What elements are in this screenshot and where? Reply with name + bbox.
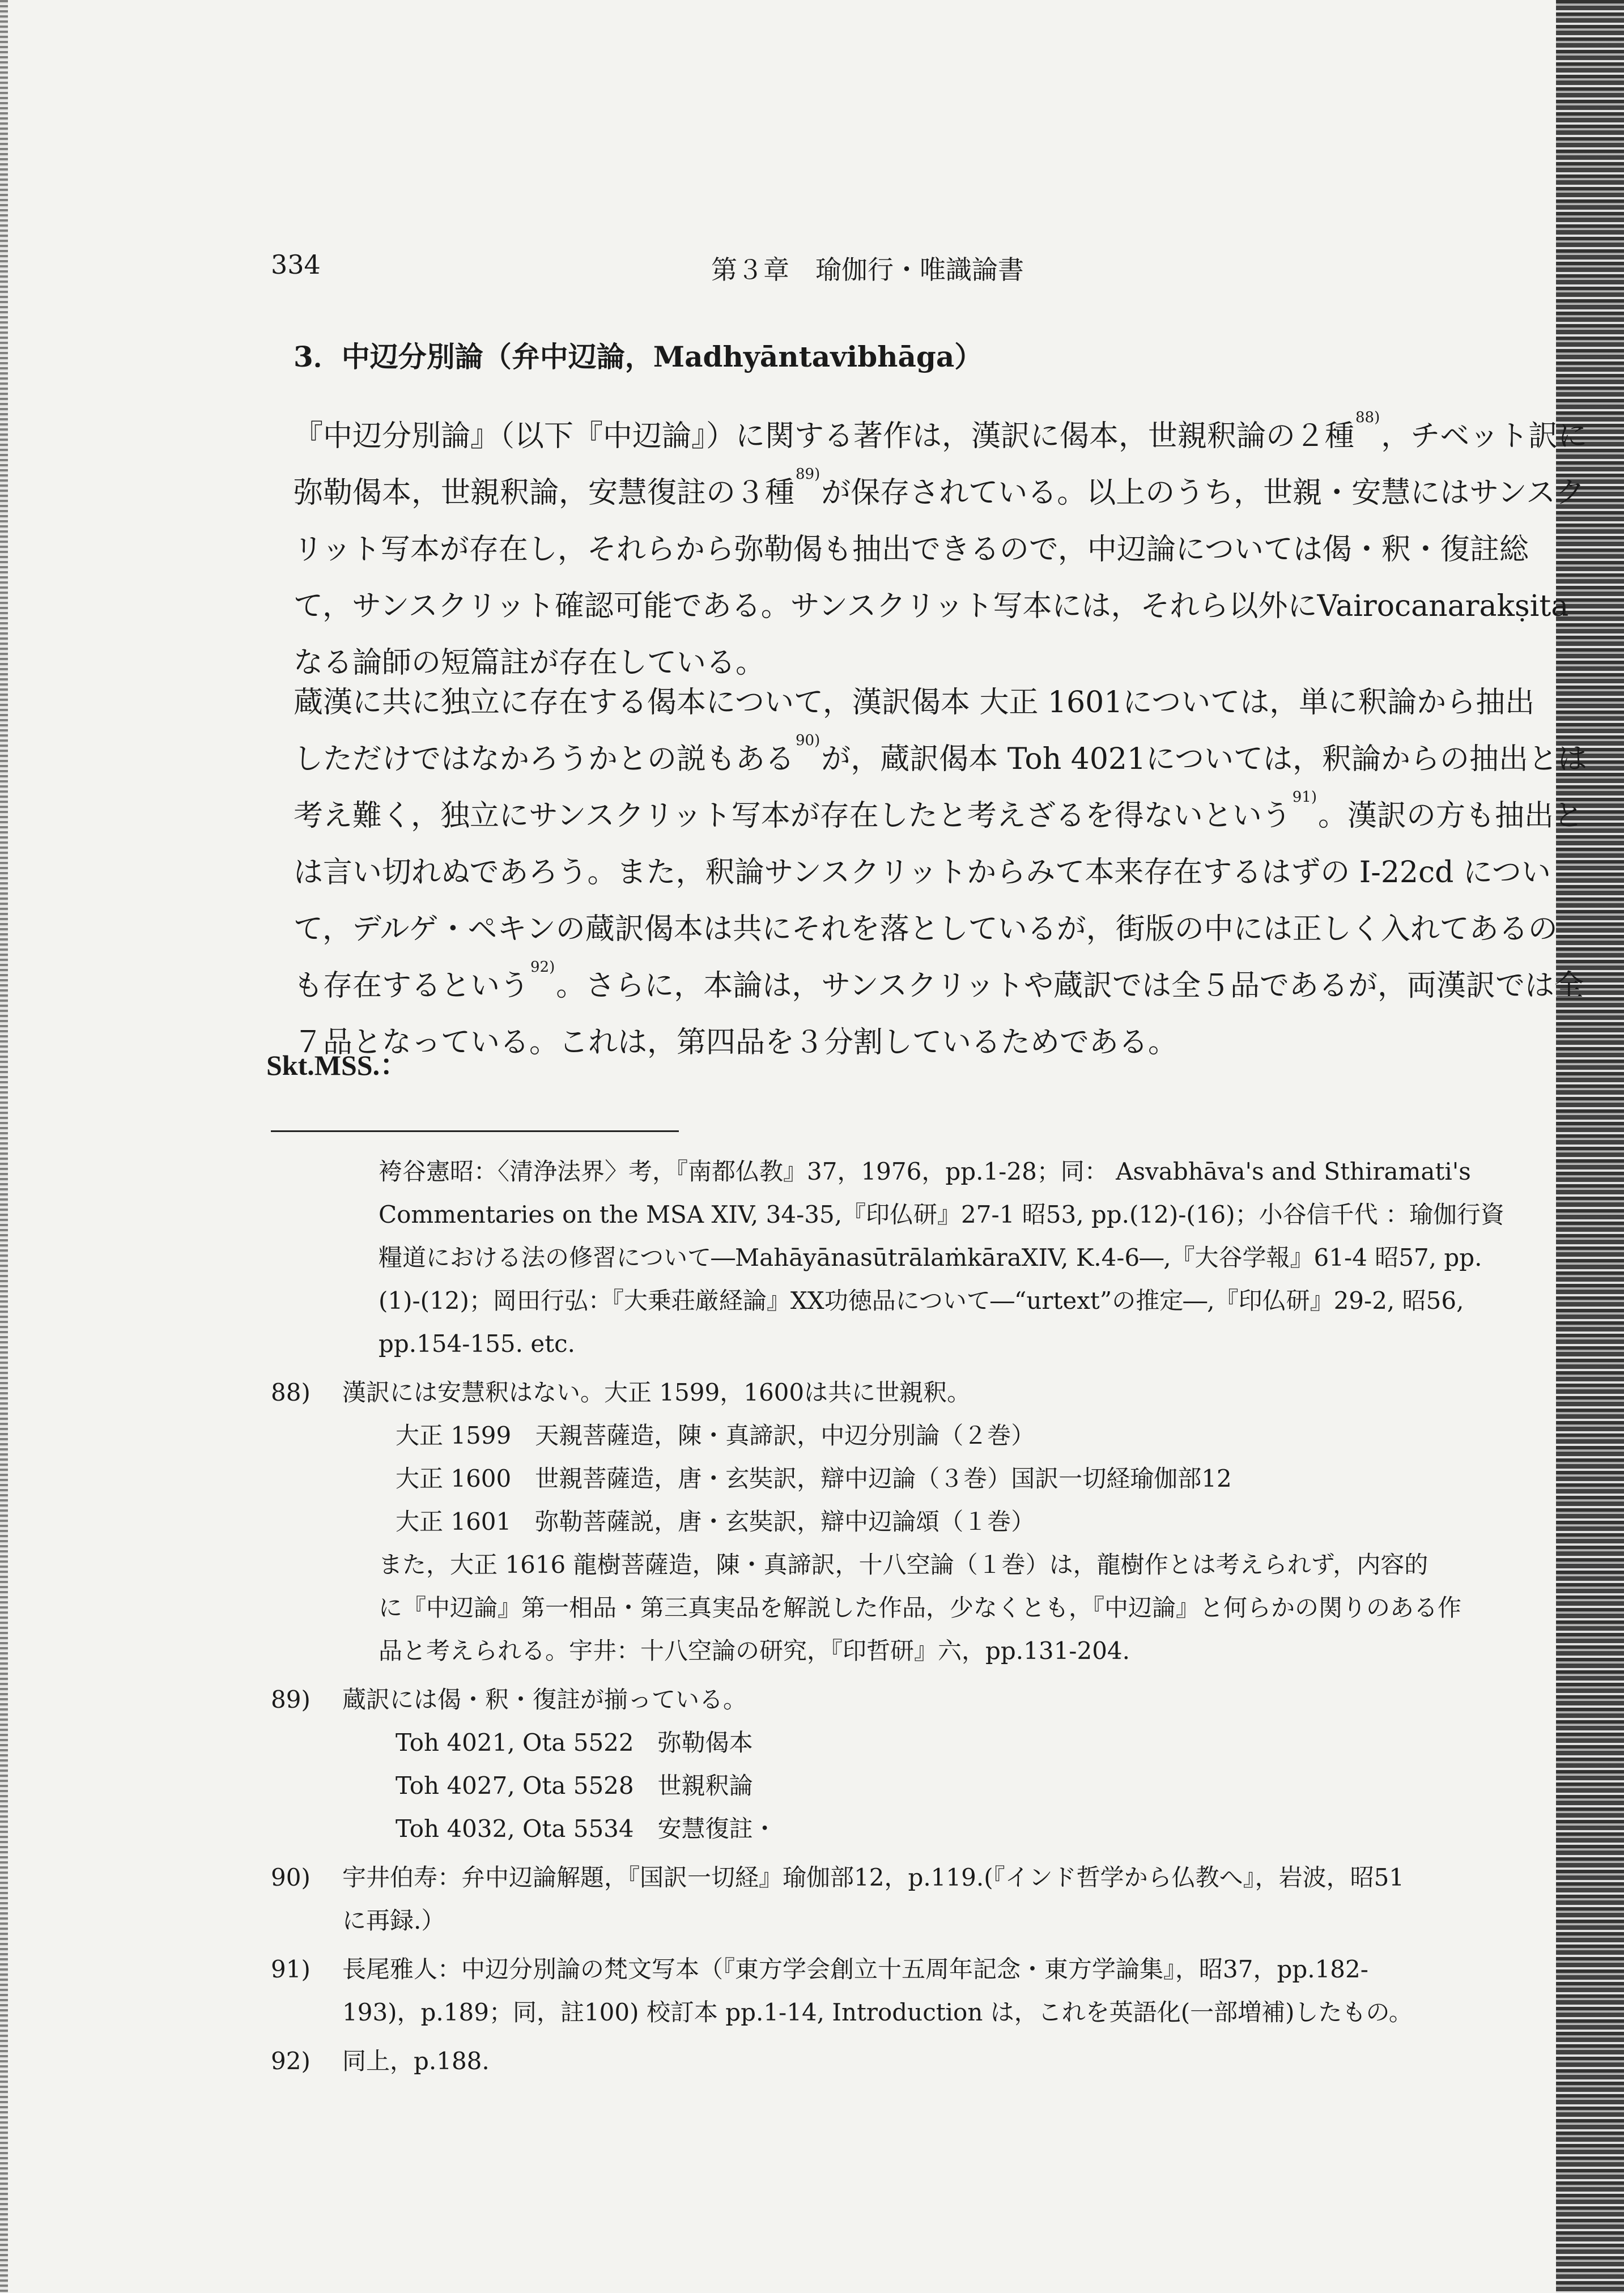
text-line: しただけではなかろうかとの説もある$^{90)}$が，蔵訳偈本 Toh 4021については，釈論からの抽出とは (294, 732, 1588, 776)
footnote-number: 88) (271, 1379, 311, 1406)
text-line: て，デルゲ・ペキンの蔵訳偈本は共にそれを落としているが，街版の中には正しく入れてあるの (294, 912, 1558, 946)
note-item: Toh 4021, Ota 5522 弥勒偈本 (396, 1729, 753, 1756)
note-line: 193)，p.189；同，註100) 校訂本 pp.1-14, Introduction は，これを英語化(一部増補)したもの。 (342, 1998, 1413, 2026)
footnote-ref-88[interactable]: 88) (1355, 409, 1380, 426)
text-line: 弥勒偈本，世親釈論，安慧復註の３種$^{89)}$が保存されている。以上のうち，世親・安慧にはサンスク (294, 466, 1585, 510)
footnote-ref-89[interactable]: 89) (796, 466, 820, 483)
note-item: Toh 4027, Ota 5528 世親釈論 (396, 1772, 753, 1799)
footnote-ref-90[interactable]: 90) (796, 732, 820, 749)
note-line: に再録.） (342, 1907, 445, 1934)
footnote-88: 88) 漢訳には安慧釈はない。大正 1599，1600は共に世親釈。 (271, 1371, 1495, 1414)
footnote-92: 92) 同上，p.188. (271, 2040, 1495, 2083)
note-continuation-line: (1)-(12)；岡田行弘：『大乗荘厳経論』XX功徳品について―“urtext”の推定―,『印仏研』29-2, 昭56, (379, 1287, 1464, 1314)
footnote-ref-91[interactable]: 91) (1292, 789, 1317, 806)
text-line: リット写本が存在し，それらから弥勒偈も抽出できるので，中辺論については偈・釈・復註総 (294, 533, 1529, 567)
page-number: 334 (271, 249, 321, 280)
text-line: ７品となっている。これは，第四品を３分割しているためである。 (294, 1026, 1178, 1060)
footnote-91: 91) 長尾雅人：中辺分別論の梵文写本（『東方学会創立十五周年記念・東方学論集』，昭37，pp.182- (271, 1948, 1495, 1991)
footnote-number: 89) (271, 1686, 311, 1713)
note-item: 大正 1600 世親菩薩造，唐・玄奘訳，辯中辺論（３巻）国訳一切経瑜伽部12 (396, 1465, 1232, 1492)
paragraph-2 (294, 674, 1588, 1071)
note-continuation-line: pp.154-155. etc. (379, 1330, 575, 1358)
text-line: 『中辺分別論』（以下『中辺論』）に関する著作は，漢訳に偈本，世親釈論の２種$^{88)}$，チベット訳に (294, 409, 1588, 453)
note-continuation-line: Commentaries on the MSA XIV, 34-35,『印仏研』27-1 昭53, pp.(12)-(16)；小谷信千代 ：瑜伽行資 (379, 1201, 1505, 1228)
footnote-89: 89) 蔵訳には偈・釈・復註が揃っている。 (271, 1678, 1495, 1721)
text-line: なる論師の短篇註が存在している。 (294, 646, 766, 680)
text-line: 考え難く，独立にサンスクリット写本が存在したと考えざるを得ないという$^{91)}$。漢訳の方も抽出と (294, 789, 1583, 833)
note-item: 大正 1601 弥勒菩薩説，唐・玄奘訳，辯中辺論頌（１巻） (396, 1508, 1035, 1535)
text-line: 蔵漢に共に独立に存在する偈本について，漢訳偈本 大正 1601については，単に釈論から抽出 (294, 686, 1535, 720)
section-heading: 3．中辺分別論（弁中辺論，Madhyāntavibhāga） (294, 340, 983, 373)
footnote-90: 90) 宇井伯寿：弁中辺論解題，『国訳一切経』瑜伽部12，p.119.(『インド哲学から仏教へ』，岩波，昭51 (271, 1856, 1495, 1899)
footnote-number: 90) (271, 1864, 311, 1891)
footnote-divider (271, 1130, 679, 1132)
note-continuation-line: 糧道における法の修習について―MahāyānasūtrālaṁkāraXIV, K.4-6―,『大谷学報』61-4 昭57, pp. (379, 1244, 1482, 1271)
note-item: Toh 4032, Ota 5534 安慧復註・ (396, 1815, 777, 1843)
text-line: て，サンスクリット確認可能である。サンスクリット写本には，それら以外にVairocanarakṣita (294, 589, 1569, 623)
paragraph-1 (294, 408, 1588, 691)
footnote-number: 91) (271, 1955, 311, 1983)
footnote-ref-92[interactable]: 92) (530, 959, 555, 976)
note-line: に『中辺論』第一相品・第三真実品を解説した作品，少なくとも，『中辺論』と何らかの関りのある作 (379, 1594, 1462, 1622)
note-item: 大正 1599 天親菩薩造，陳・真諦訳，中辺分別論（２巻） (396, 1422, 1035, 1449)
footnote-number: 92) (271, 2047, 311, 2075)
note-continuation-line: 袴谷憲昭：〈清浄法界〉考，『南都仏教』37，1976，pp.1-28；同： Asvabhāva's and Sthiramati's (379, 1158, 1471, 1185)
text-line: も存在するという$^{92)}$。さらに，本論は，サンスクリットや蔵訳では全５品であるが，両漢訳では全 (294, 959, 1584, 1003)
chapter-title: 第３章 瑜伽行・唯識論書 (711, 254, 1024, 285)
note-line: 品と考えられる。宇井：十八空論の研究，『印哲研』六，pp.131-204. (379, 1637, 1130, 1665)
text-line: は言い切れぬであろう。また，釈論サンスクリットからみて本来存在するはずの I-22cd につい (294, 856, 1551, 890)
note-line: また，大正 1616 龍樹菩薩造，陳・真諦訳，十八空論（１巻）は，龍樹作とは考えられず，内容的 (379, 1551, 1429, 1579)
skt-mss-label: Skt.MSS.： (266, 1049, 409, 1081)
footnotes (271, 1150, 1505, 2083)
